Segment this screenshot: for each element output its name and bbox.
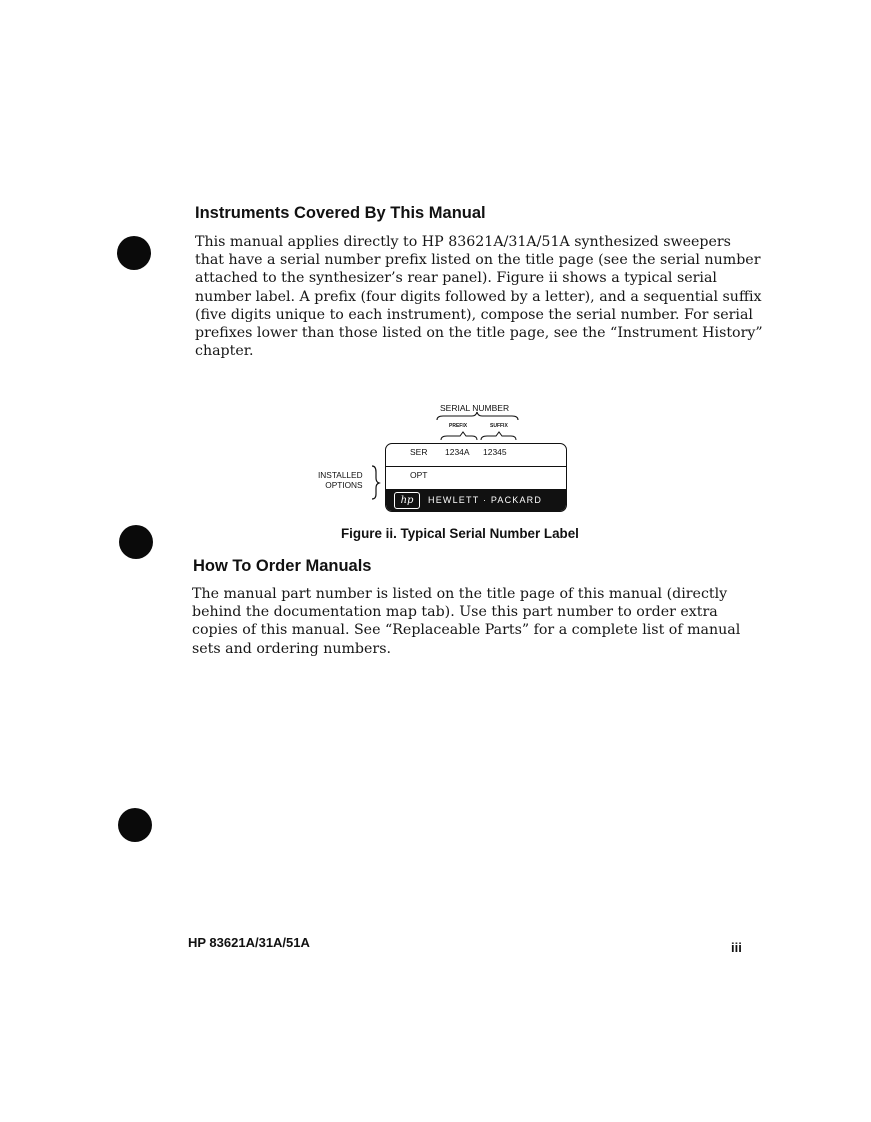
paragraph-line: copies of this manual. See “Replaceable Parts” for a complete list of manual [192, 622, 741, 639]
options-row [386, 467, 566, 489]
section-heading-how-to-order: How To Order Manuals [193, 557, 372, 575]
paragraph-line: behind the documentation map tab). Use this part number to order extra [192, 604, 718, 621]
paragraph-line: number label. A prefix (four digits followed by a letter), and a sequential suffix [195, 288, 762, 305]
ser-suffix-value: 12345 [483, 447, 507, 457]
hp-logo-icon: hp [394, 492, 420, 509]
footer-model: HP 83621A/31A/51A [188, 935, 310, 950]
brand-row [386, 489, 566, 512]
serial-row [386, 444, 566, 467]
paragraph-line: The manual part number is listed on the title page of this manual (directly [192, 586, 728, 602]
paragraph-line: that have a serial number prefix listed on the title page (see the serial number [195, 252, 761, 269]
suffix-caption: SUFFIX [490, 423, 508, 429]
serial-number-caption: SERIAL NUMBER [440, 403, 510, 413]
how-to-order-paragraph [192, 585, 740, 658]
paragraph-line: chapter. [195, 343, 254, 360]
figure-caption: Figure ii. Typical Serial Number Label [341, 526, 579, 541]
section-heading-instruments-covered: Instruments Covered By This Manual [195, 204, 486, 222]
options-text: OPTIONS [325, 480, 363, 490]
serial-number-label-plate [385, 443, 567, 512]
installed-text: INSTALLED [318, 470, 363, 480]
opt-label: OPT [410, 470, 428, 480]
paragraph-line: This manual applies directly to HP 83621A/31A/51A synthesized sweepers [195, 234, 731, 250]
paragraph-line: (five digits unique to each instrument), compose the serial number. For serial [195, 306, 753, 323]
page-number: iii [731, 940, 742, 955]
ser-prefix-value: 1234A [445, 447, 470, 457]
ser-label: SER [410, 447, 428, 457]
paragraph-line: prefixes lower than those listed on the title page, see the “Instrument History” [195, 325, 763, 342]
prefix-caption: PREFIX [449, 423, 468, 429]
brand-text: HEWLETT · PACKARD [428, 495, 543, 505]
paragraph-line: attached to the synthesizer’s rear panel). Figure ii shows a typical serial [195, 270, 717, 287]
paragraph-line: sets and ordering numbers. [192, 640, 391, 657]
